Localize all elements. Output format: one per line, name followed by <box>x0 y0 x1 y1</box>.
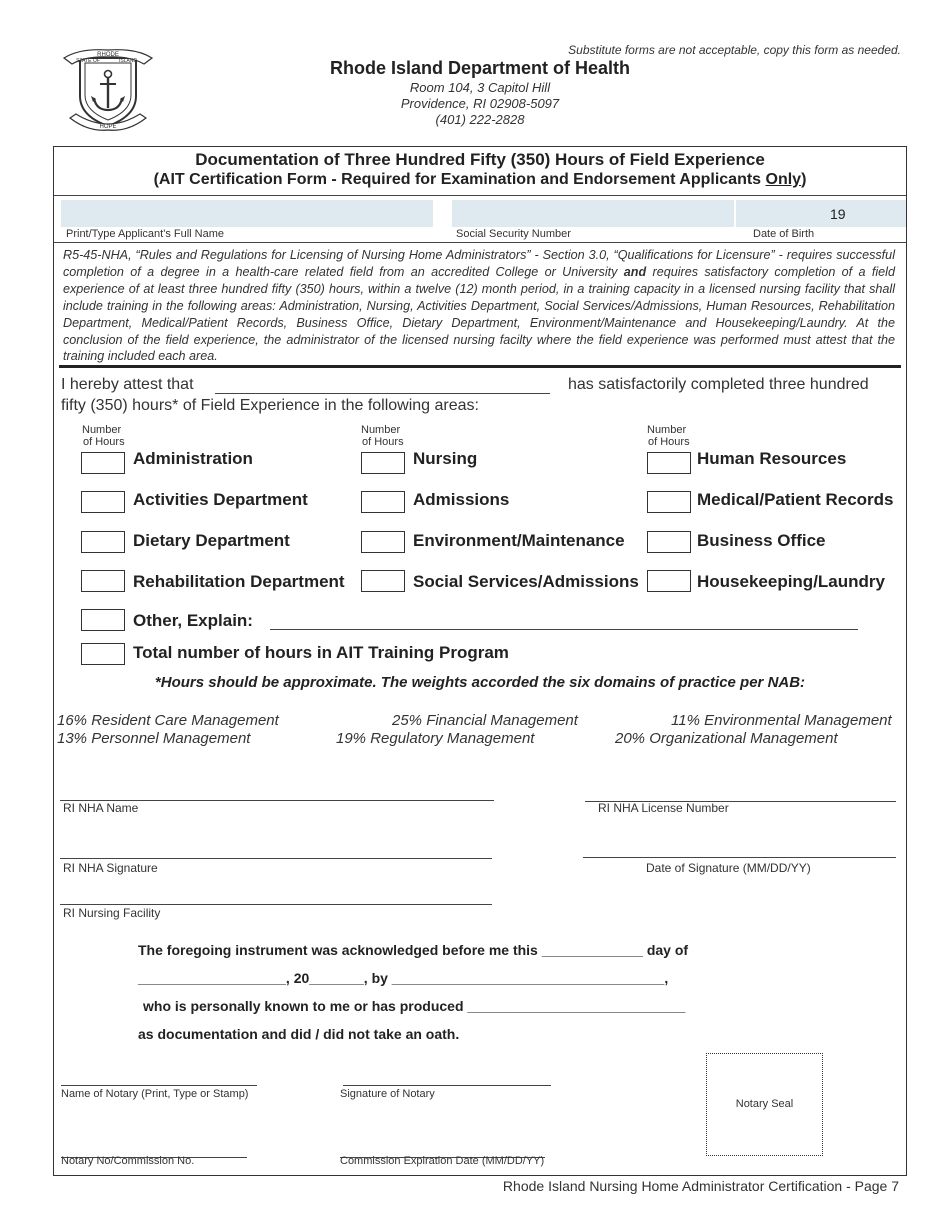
signature-date-line[interactable] <box>583 857 896 858</box>
form-title: Documentation of Three Hundred Fifty (350) Hours of Field Experience <box>195 150 765 169</box>
attest-line2: fifty (350) hours* of Field Experience in the following areas: <box>61 397 479 414</box>
hours-box-nursing[interactable] <box>361 452 405 474</box>
hours-box-activities[interactable] <box>81 491 125 513</box>
nha-license-label: RI NHA License Number <box>598 801 729 815</box>
domain-organizational: 20% Organizational Management <box>615 730 838 747</box>
applicant-name-field[interactable] <box>61 200 433 227</box>
nursing-facility-label: RI Nursing Facility <box>63 906 161 920</box>
hours-box-rehabilitation[interactable] <box>81 570 125 592</box>
anchor-seal-icon <box>60 44 156 132</box>
hours-header-col2 <box>361 424 404 448</box>
area-label-dietary: Dietary Department <box>133 531 290 550</box>
hours-header-of-hours: of Hours <box>362 436 404 448</box>
attest-prefix: I hereby attest that <box>61 376 194 393</box>
notary-signature-label: Signature of Notary <box>340 1088 435 1100</box>
nha-signature-line[interactable] <box>60 858 492 859</box>
regulation-part2: requires satisfactory completion of a field experience of at least three hundred fifty (350) hours, within a twelve (12) month period, in a training capacity in a licensed nursing facility that shall include training in the following areas: Administration, Nursing, Activities Department, Social Services/Admissions, Human Resources, Rehabilitation Department, Medical/Patient Records, Business Office, Dietary Department, Environment/Maintenance and Housekeeping/Laundry. At the conclusion of the field experience, the administrator of the licensed nursing facilty where the field experience was performed must attest that the training included each area. <box>63 264 895 364</box>
notary-seal-box <box>706 1053 823 1156</box>
agency-address-line2: Providence, RI 02908-5097 <box>400 96 560 111</box>
agency-address-line1: Room 104, 3 Capitol Hill <box>409 80 551 95</box>
hours-box-dietary[interactable] <box>81 531 125 553</box>
agency-phone: (401) 222-2828 <box>435 112 525 127</box>
attest-name-line[interactable] <box>215 393 550 394</box>
form-subtitle-text: (AIT Certification Form - Required for Examination and Endorsement Applicants <box>153 171 766 188</box>
hours-header-number: Number <box>647 424 687 436</box>
state-seal <box>60 44 156 132</box>
hours-box-environment[interactable] <box>361 531 405 553</box>
regulation-part1: R5-45-NHA, “Rules and Regulations for Licensing of Nursing Home Administrators” - Section 3.0, “Qualifications for Licensure” - requires successful completion of a degree in a health-care related field from an accredited College or University <box>63 248 895 279</box>
hours-header-number: Number <box>361 424 401 436</box>
hours-box-total[interactable] <box>81 643 125 665</box>
domain-personnel: 13% Personnel Management <box>57 730 251 747</box>
hours-box-medical-records[interactable] <box>647 491 691 513</box>
agency-name: Rhode Island Department of Health <box>329 58 631 78</box>
form-subtitle-only: Only <box>765 171 802 188</box>
notary-line2: ___________________, 20_______, by ___________________________________, <box>138 970 669 986</box>
area-label-human-resources: Human Resources <box>697 449 847 468</box>
hours-box-admissions[interactable] <box>361 491 405 513</box>
domain-financial: 25% Financial Management <box>392 712 578 729</box>
area-label-admissions: Admissions <box>413 490 510 509</box>
seal-text-top: RHODE <box>97 52 119 58</box>
ssn-field[interactable] <box>452 200 734 227</box>
hours-note: *Hours should be approximate. The weights accorded the six domains of practice per NAB: <box>154 674 806 691</box>
seal-text-right: ISLAND <box>118 58 138 64</box>
nha-name-label: RI NHA Name <box>63 801 139 815</box>
hours-header-of-hours: of Hours <box>83 436 125 448</box>
attest-suffix: has satisfactorily completed three hundred <box>568 376 869 393</box>
hours-header-of-hours: of Hours <box>648 436 690 448</box>
commission-expiration-label: Commission Expiration Date (MM/DD/YY) <box>340 1155 545 1167</box>
form-subtitle-close: ) <box>801 171 807 188</box>
domain-environmental: 11% Environmental Management <box>671 712 892 729</box>
area-label-housekeeping: Housekeeping/Laundry <box>697 572 885 591</box>
domain-resident-care: 16% Resident Care Management <box>57 712 279 729</box>
dob-field[interactable] <box>736 200 906 227</box>
area-label-activities: Activities Department <box>133 490 308 509</box>
other-explain-label: Other, Explain: <box>133 611 253 630</box>
hours-header-number: Number <box>82 424 122 436</box>
hours-box-housekeeping[interactable] <box>647 570 691 592</box>
page-footer: Rhode Island Nursing Home Administrator Certification - Page 7 <box>502 1178 899 1194</box>
hours-box-human-resources[interactable] <box>647 452 691 474</box>
notary-name-line[interactable] <box>61 1085 257 1086</box>
seal-text-left: STATE OF <box>76 58 100 64</box>
applicant-name-label: Print/Type Applicant's Full Name <box>66 228 225 240</box>
applicant-divider <box>54 242 906 243</box>
dob-label: Date of Birth <box>753 228 815 240</box>
area-label-medical-records: Medical/Patient Records <box>697 490 894 509</box>
notary-line4: as documentation and did / did not take an oath. <box>138 1026 460 1042</box>
domain-regulatory: 19% Regulatory Management <box>336 730 535 747</box>
notary-line3: who is personally known to me or has produced ____________________________ <box>143 998 686 1014</box>
dob-year-prefix: 19 <box>830 206 846 222</box>
other-explain-line[interactable] <box>270 629 858 630</box>
notary-number-label: Notary No/Commission No. <box>61 1155 195 1167</box>
notary-signature-line[interactable] <box>343 1085 551 1086</box>
nursing-facility-line[interactable] <box>60 904 492 905</box>
title-divider <box>54 195 906 196</box>
regulation-divider <box>59 365 901 368</box>
area-label-administration: Administration <box>133 449 253 468</box>
ssn-label: Social Security Number <box>456 228 571 240</box>
hours-header-col1 <box>82 424 125 448</box>
hours-box-administration[interactable] <box>81 452 125 474</box>
notary-line1: The foregoing instrument was acknowledged before me this _____________ day of <box>138 942 689 958</box>
total-hours-label: Total number of hours in AIT Training Program <box>133 643 509 662</box>
area-label-nursing: Nursing <box>413 449 478 468</box>
area-label-environment: Environment/Maintenance <box>413 531 625 550</box>
hours-box-social-services[interactable] <box>361 570 405 592</box>
area-label-business-office: Business Office <box>697 531 826 550</box>
hours-box-business-office[interactable] <box>647 531 691 553</box>
notary-name-label: Name of Notary (Print, Type or Stamp) <box>61 1088 249 1100</box>
hours-header-col3 <box>647 424 690 448</box>
area-label-social-services: Social Services/Admissions <box>413 572 639 591</box>
hours-box-other[interactable] <box>81 609 125 631</box>
notary-seal-label: Notary Seal <box>735 1098 794 1110</box>
regulation-and: and <box>623 264 647 279</box>
regulation-text <box>63 247 895 365</box>
signature-date-label: Date of Signature (MM/DD/YY) <box>646 861 811 875</box>
form-subtitle <box>54 171 906 189</box>
substitute-note: Substitute forms are not acceptable, copy this form as needed. <box>568 43 901 57</box>
area-label-rehabilitation: Rehabilitation Department <box>133 572 345 591</box>
nha-signature-label: RI NHA Signature <box>63 861 158 875</box>
seal-text-bottom: HOPE <box>99 124 117 130</box>
